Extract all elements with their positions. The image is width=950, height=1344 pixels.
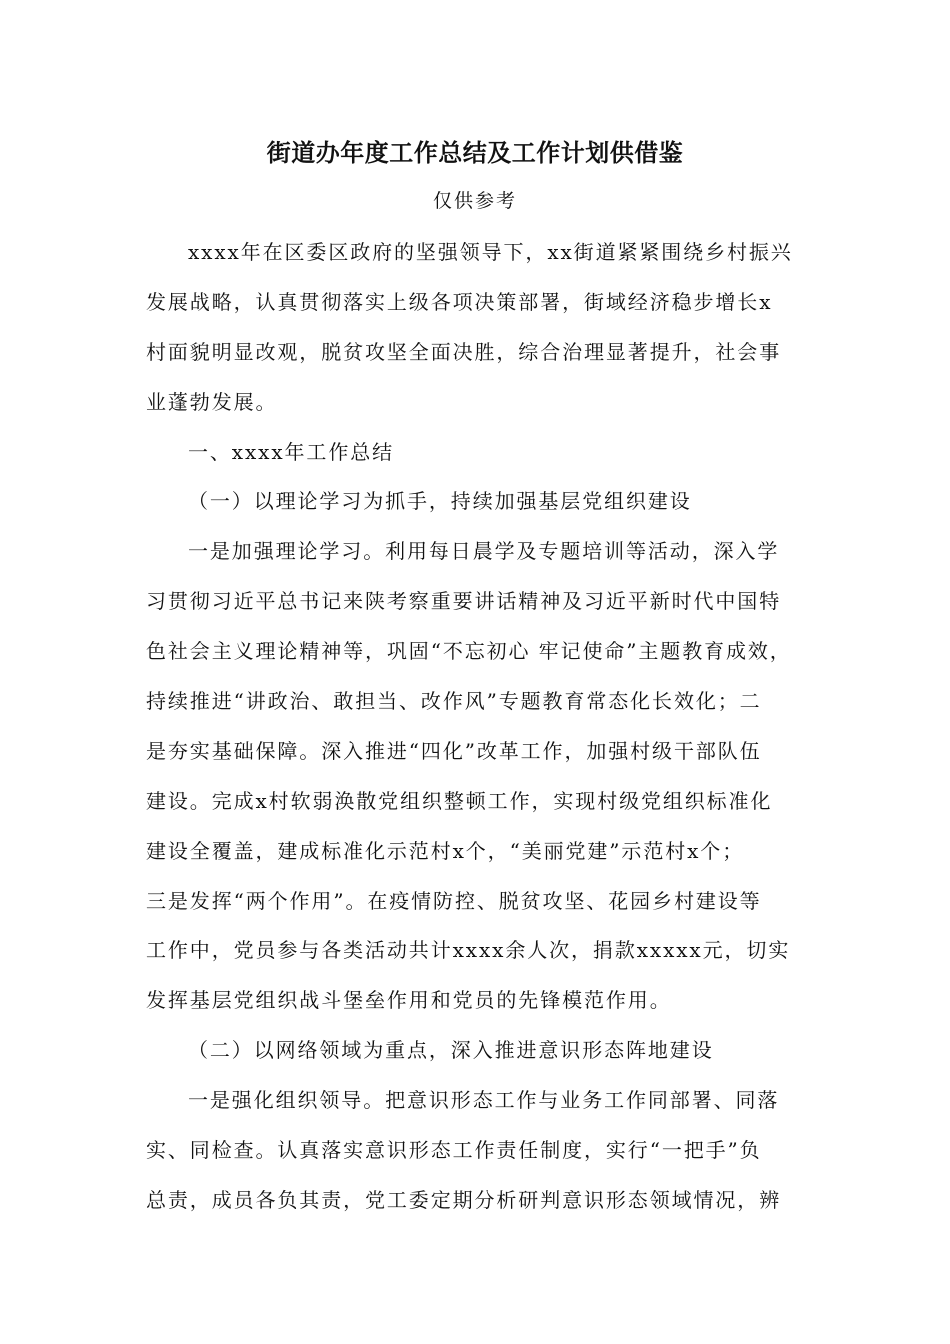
text-line: （二）以网络领域为重点，深入推进意识形态阵地建设 <box>188 1038 714 1063</box>
text-line: 是夯实基础保障。深入推进“四化”改革工作，加强村级干部队伍 <box>146 738 762 763</box>
text-line: 一是加强理论学习。利用每日晨学及专题培训等活动，深入学 <box>188 539 780 564</box>
text-line: 持续推进“讲政治、敢担当、改作风”专题教育常态化长效化；二 <box>146 689 762 714</box>
text-line: 业蓬勃发展。 <box>146 389 278 414</box>
text-line: 发挥基层党组织战斗堡垒作用和党员的先锋模范作用。 <box>146 988 672 1013</box>
text-line: 一是强化组织领导。把意识形态工作与业务工作同部署、同落 <box>188 1088 780 1113</box>
document-subtitle: 仅供参考 <box>432 190 517 212</box>
text-line: （一）以理论学习为抓手，持续加强基层党组织建设 <box>188 489 692 514</box>
text-line: 发展战略，认真贯彻落实上级各项决策部署，街域经济稳步增长x <box>146 289 773 314</box>
document-body <box>146 234 816 1232</box>
text-line: 色社会主义理论精神等，巩固“不忘初心 牢记使命”主题教育成效， <box>146 639 792 664</box>
text-line: 建设全覆盖，建成标准化示范村x个，“美丽党建”示范村x个； <box>146 838 745 863</box>
text-line: 习贯彻习近平总书记来陕考察重要讲话精神及习近平新时代中国特 <box>146 589 782 614</box>
text-line: 实、同检查。认真落实意识形态工作责任制度，实行“一把手”负 <box>146 1138 762 1163</box>
text-line: xxxx年在区委区政府的坚强领导下，xx街道紧紧围绕乡村振兴 <box>188 240 793 264</box>
text-line: 三是发挥“两个作用”。在疫情防控、脱贫攻坚、花园乡村建设等 <box>146 888 762 913</box>
document-title: 街道办年度工作总结及工作计划供借鉴 <box>266 138 684 167</box>
text-line: 一、xxxx年工作总结 <box>188 439 395 464</box>
text-line: 建设。完成x村软弱涣散党组织整顿工作，实现村级党组织标准化 <box>146 788 773 813</box>
text-line: 村面貌明显改观，脱贫攻坚全面决胜，综合治理显著提升，社会事 <box>146 339 782 364</box>
text-line: 工作中，党员参与各类活动共计xxxx余人次，捐款xxxxx元，切实 <box>146 938 791 963</box>
text-line: 总责，成员各负其责，党工委定期分析研判意识形态领域情况，辨 <box>146 1187 782 1212</box>
